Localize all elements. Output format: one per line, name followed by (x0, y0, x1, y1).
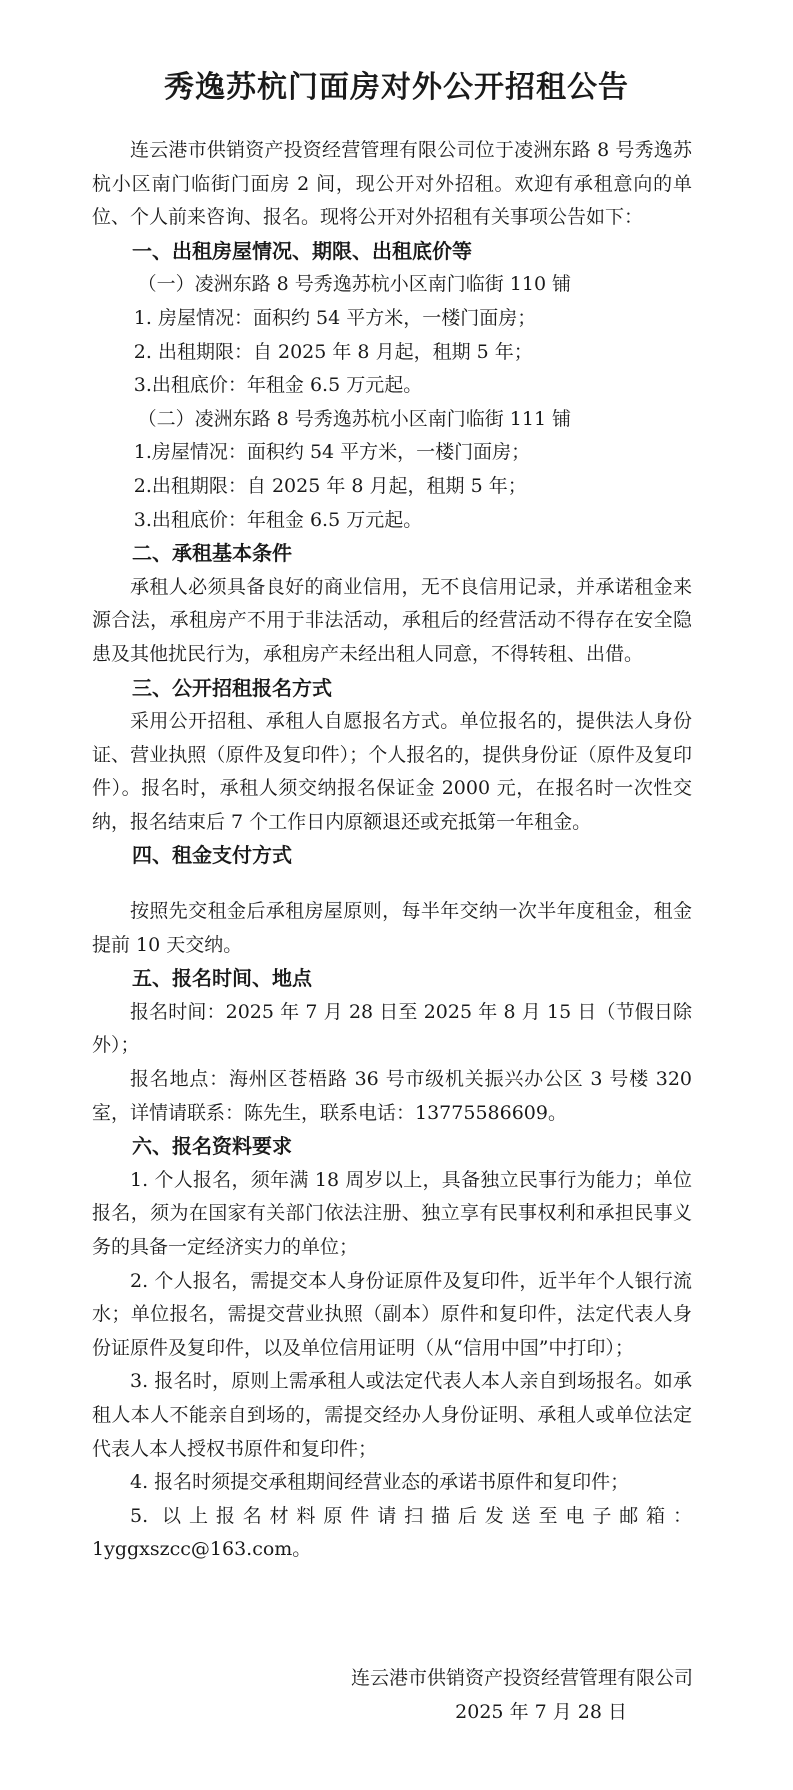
document-body (92, 134, 692, 1567)
section-heading-materials: 六、报名资料要求 (132, 1134, 292, 1159)
registration-place: 报名地点：海州区苍梧路 36 号市级机关振兴办公区 3 号楼 320 室，详情请联系：陈先生，联系电话：13775586609。 (92, 1068, 692, 1124)
intro-paragraph: 连云港市供销资产投资经营管理有限公司位于凌洲东路 8 号秀逸苏杭小区南门临街门面房 2 间，现公开对外招租。欢迎有承租意向的单位、个人前来咨询、报名。现将公开对外招租有关事项公告如下： (92, 139, 692, 229)
signature-block (92, 1661, 693, 1729)
section-heading-registration-method: 三、公开招租报名方式 (132, 675, 332, 700)
shop-110-reserve-price: 3.出租底价：年租金 6.5 万元起。 (133, 374, 423, 397)
shop-111-condition: 1.房屋情况：面积约 54 平方米，一楼门面房； (133, 441, 531, 464)
section-heading-payment: 四、租金支付方式 (132, 843, 292, 868)
materials-item-2: 2. 个人报名，需提交本人身份证原件及复印件，近半年个人银行流水；单位报名，需提交营业执照（副本）原件和复印件，法定代表人身份证原件及复印件，以及单位信用证明（从“信用中国”中打印）； (92, 1269, 692, 1359)
materials-item-4: 4. 报名时须提交承租期间经营业态的承诺书原件和复印件； (130, 1471, 630, 1494)
shop-110-condition: 1. 房屋情况：面积约 54 平方米，一楼门面房； (133, 306, 537, 329)
signature-company: 连云港市供销资产投资经营管理有限公司 (350, 1667, 693, 1689)
materials-item-3: 3. 报名时，原则上需承租人或法定代表人本人亲自到场报名。如承租人本人不能亲自到场的，需提交经办人身份证明、承租人或单位法定代表人本人授权书原件和复印件； (92, 1370, 692, 1460)
shop-111-title: （二）凌洲东路 8 号秀逸苏杭小区南门临街 111 铺 (137, 407, 572, 430)
section-heading-time-place: 五、报名时间、地点 (132, 966, 312, 991)
shop-111-reserve-price: 3.出租底价：年租金 6.5 万元起。 (133, 508, 423, 531)
document-title: 秀逸苏杭门面房对外公开招租公告 (164, 70, 629, 105)
shop-110-title: （一）凌洲东路 8 号秀逸苏杭小区南门临街 110 铺 (137, 273, 572, 296)
payment-paragraph: 按照先交租金后承租房屋原则，每半年交纳一次半年度租金，租金提前 10 天交纳。 (92, 900, 692, 956)
materials-item-1: 1. 个人报名，须年满 18 周岁以上，具备独立民事行为能力；单位报名，须为在国家有关部门依法注册、独立享有民事权利和承担民事义务的具备一定经济实力的单位； (92, 1168, 692, 1258)
section-heading-conditions: 二、承租基本条件 (132, 541, 292, 566)
shop-110-term: 2. 出租期限：自 2025 年 8 月起，租期 5 年； (133, 340, 533, 363)
registration-method-paragraph: 采用公开招租、承租人自愿报名方式。单位报名的，提供法人身份证、营业执照（原件及复印件）；个人报名的，提供身份证（原件及复印件）。报名时，承租人须交纳报名保证金 2000 元，在报名时一次性交纳，报名结束后 7 个工作日内原额退还或充抵第一年租金。 (92, 710, 692, 833)
section-heading-rental-info: 一、出租房屋情况、期限、出租底价等 (132, 238, 472, 263)
materials-item-5: 5. 以上报名材料原件请扫描后发送至电子邮箱：1yggxszcc@163.com。 (92, 1504, 692, 1561)
shop-111-term: 2.出租期限：自 2025 年 8 月起，租期 5 年； (133, 474, 527, 497)
conditions-paragraph: 承租人必须具备良好的商业信用，无不良信用记录，并承诺租金来源合法，承租房产不用于非法活动，承租后的经营活动不得存在安全隐患及其他扰民行为，承租房产未经出租人同意，不得转租、出借。 (92, 575, 692, 665)
signature-date: 2025 年 7 月 28 日 (455, 1701, 627, 1723)
registration-time: 报名时间：2025 年 7 月 28 日至 2025 年 8 月 15 日（节假日除外）； (92, 1000, 692, 1057)
